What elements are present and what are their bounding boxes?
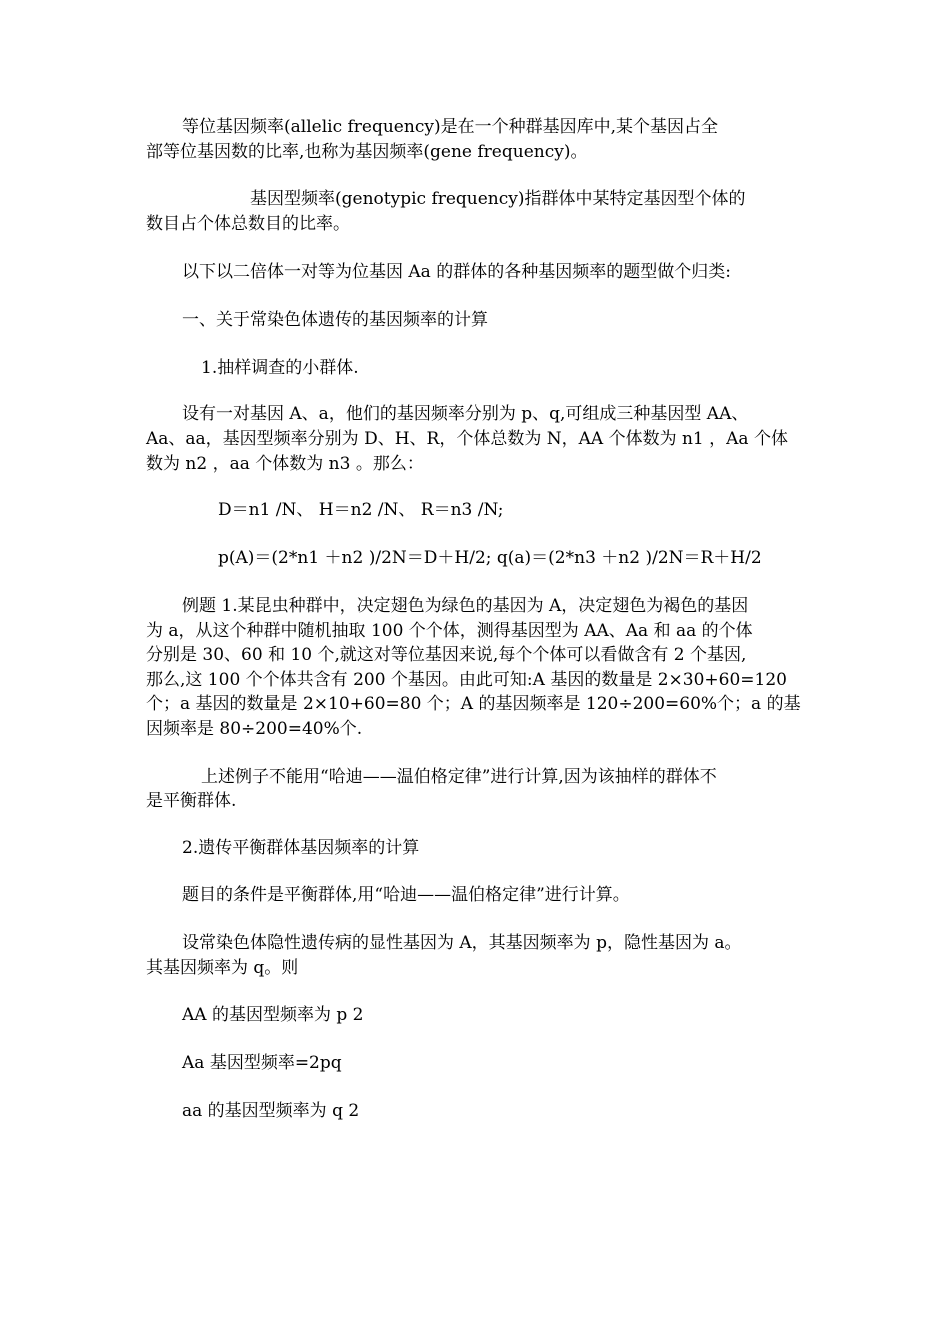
paragraph-genotypic-frequency-line1: 基因型频率(genotypic frequency)指群体中某特定基因型个体的	[250, 189, 746, 209]
example1-line6: 因频率是 80÷200=40%个.	[146, 719, 363, 739]
formula-allele-frequencies: p(A)＝(2*n1 ＋n2 )/2N＝D＋H/2; q(a)＝(2*n3 ＋n2 )/2N＝R＋H/2	[218, 548, 762, 568]
paragraph-gene-definitions-line2: Aa、aa，基因型频率分别为 D、H、R，个体总数为 N，AA 个体数为 n1 ，Aa 个体	[146, 429, 788, 449]
example1-line1: 例题 1.某昆虫种群中，决定翅色为绿色的基因为 A，决定翅色为褐色的基因	[182, 596, 749, 616]
note-not-equilibrium-line2: 是平衡群体.	[146, 791, 237, 811]
genotype-frequency-aa: aa 的基因型频率为 q 2	[182, 1101, 360, 1121]
paragraph-equilibrium-condition: 题目的条件是平衡群体,用“哈迪——温伯格定律”进行计算。	[182, 885, 630, 905]
genotype-frequency-AA: AA 的基因型频率为 p 2	[182, 1005, 364, 1025]
example1-line5: 个；a 基因的数量是 2×10+60=80 个；A 的基因频率是 120÷200=60%个；a 的基	[146, 694, 801, 714]
section-heading-autosomal: 一、关于常染色体遗传的基因频率的计算	[182, 310, 488, 330]
example1-line3: 分别是 30、60 和 10 个,就这对等位基因来说,每个个体可以看做含有 2 个基因,	[146, 645, 747, 665]
subsection-heading-sampling: 1.抽样调查的小群体.	[201, 358, 359, 378]
subsection-heading-equilibrium: 2.遗传平衡群体基因频率的计算	[182, 838, 420, 858]
example1-line4: 那么,这 100 个个体共含有 200 个基因。由此可知:A 基因的数量是 2×30+60=120	[146, 670, 787, 690]
paragraph-allelic-frequency-line1: 等位基因频率(allelic frequency)是在一个种群基因库中,某个基因占全	[182, 117, 718, 137]
paragraph-recessive-disease-line1: 设常染色体隐性遗传病的显性基因为 A，其基因频率为 p，隐性基因为 a。	[182, 933, 742, 953]
paragraph-gene-definitions-line3: 数为 n2 ，aa 个体数为 n3 。那么：	[146, 454, 424, 474]
formula-genotype-frequencies: D＝n1 /N、 H＝n2 /N、 R＝n3 /N;	[218, 500, 504, 520]
paragraph-classification-intro: 以下以二倍体一对等为位基因 Aa 的群体的各种基因频率的题型做个归类:	[182, 262, 731, 282]
paragraph-gene-definitions-line1: 设有一对基因 A、a，他们的基因频率分别为 p、q,可组成三种基因型 AA、	[182, 404, 749, 424]
paragraph-allelic-frequency-line2: 部等位基因数的比率,也称为基因频率(gene frequency)。	[146, 142, 588, 162]
genotype-frequency-Aa: Aa 基因型频率=2pq	[182, 1053, 342, 1073]
paragraph-recessive-disease-line2: 其基因频率为 q。则	[146, 958, 299, 978]
example1-line2: 为 a，从这个种群中随机抽取 100 个个体，测得基因型为 AA、Aa 和 aa 的个体	[146, 621, 753, 641]
note-not-equilibrium-line1: 上述例子不能用“哈迪——温伯格定律”进行计算,因为该抽样的群体不	[201, 767, 717, 787]
paragraph-genotypic-frequency-line2: 数目占个体总数目的比率。	[146, 214, 350, 234]
